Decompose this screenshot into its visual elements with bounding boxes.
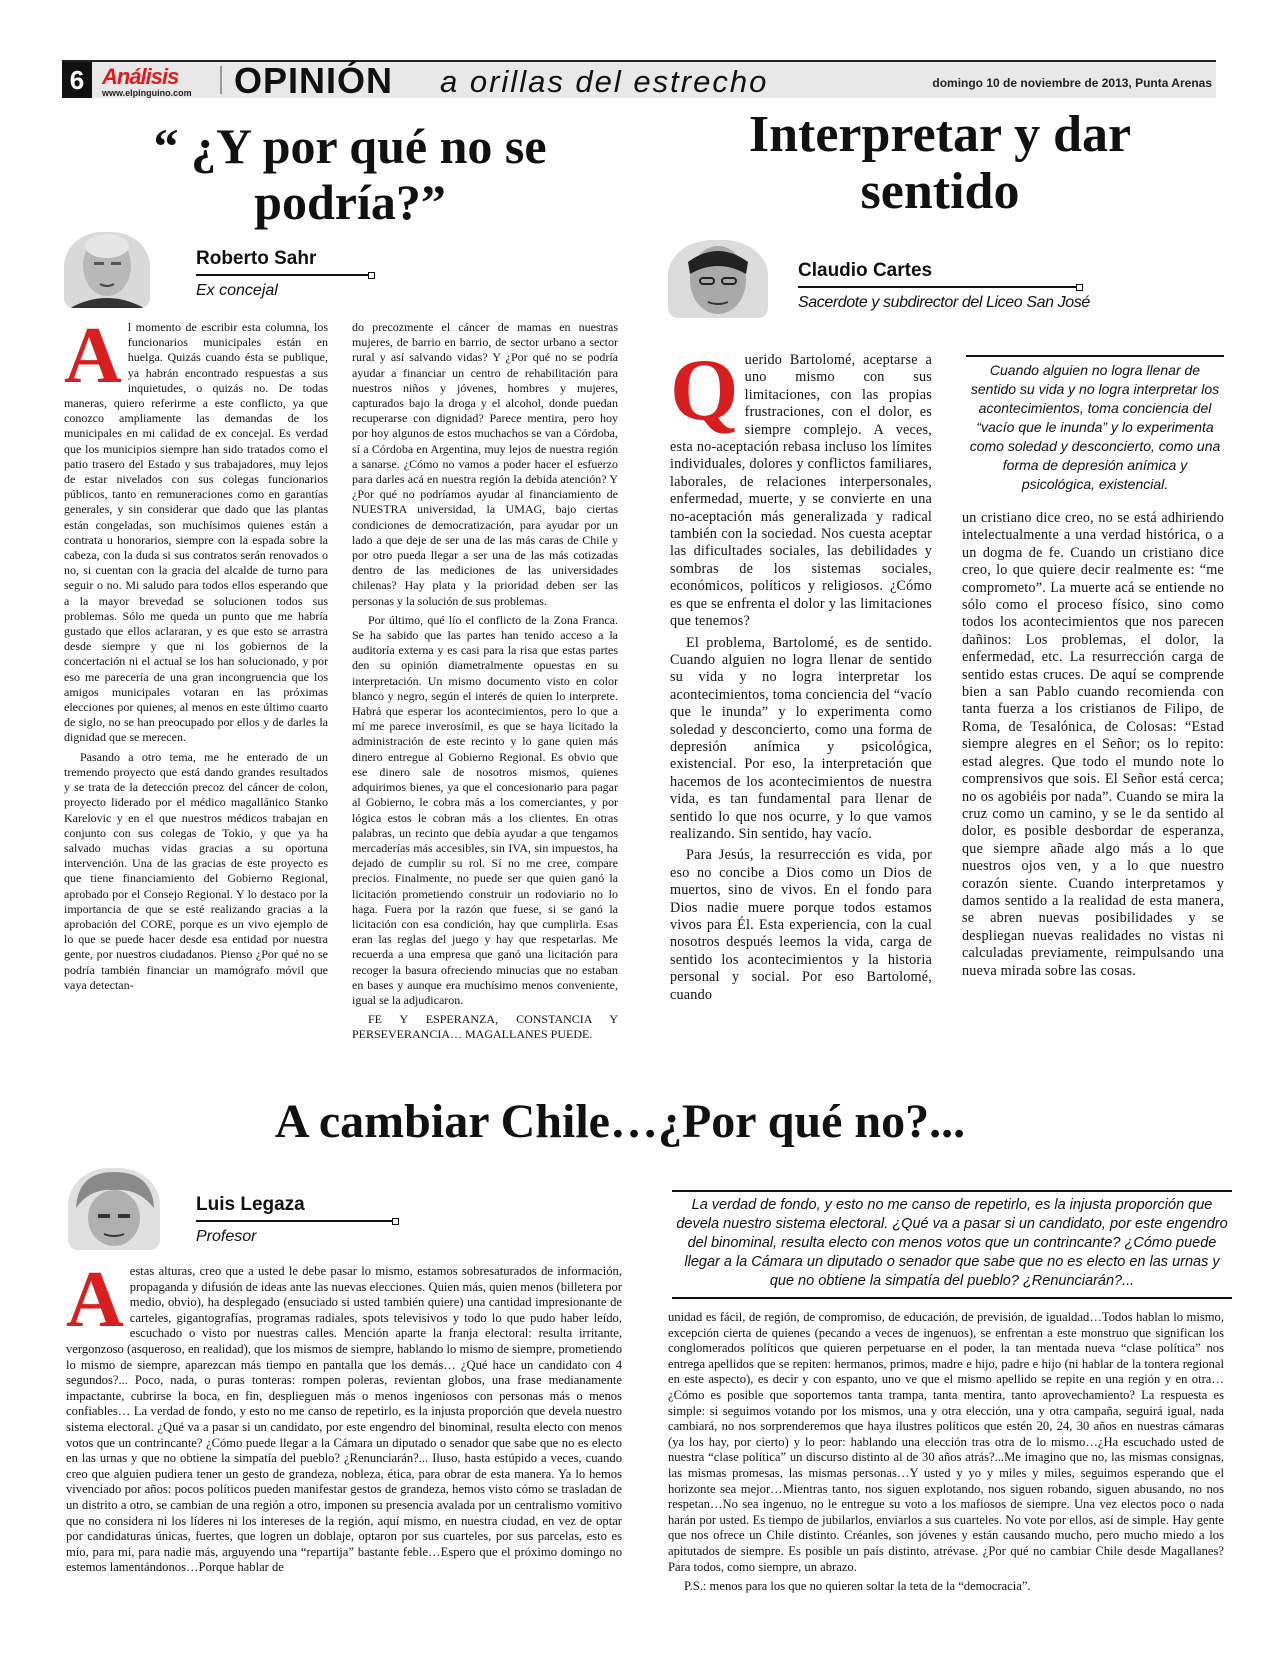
paragraph: El problema, Bartolomé, es de sentido. Cuando alguien no logra llenar de sentido su vida y no logra interpretar los acontecimientos, toma conciencia del “vacío que le inunda” y lo experimenta como soledad y desconcierto, como una forma de depresión anímica y psicológica, existencial. Por eso, la interpretación que hacemos de los acontecimientos de nuestra vida, es tan fundamental para llenar de sentido lo que nos ocurre, y lo que vamos realizando. Sin sentido, hay vacío. <box>670 634 932 842</box>
article2-column-1 <box>670 342 932 1008</box>
paragraph: unidad es fácil, de región, de compromiso, de educación, de previsión, de igualdad…Todos hablan lo mismo, excepción cierta de quienes (pecando a veces de ingenuos), se enfrentan a este monstruo que significan los conglomerados políticos que quieren perpetuarse en el poder, la tan mentada nueva “clase política” nos entrega apellidos que se repiten: hermanos, primos, madre e hijo, padre e hijo (ni hablar de la tontera regional en este aspecto), es decir y con espanto, uno ve que el mismo apellido se repite en una región y en otra…¿Cómo es posible que soportemos tanta trampa, tanta mentira, tanto aprovechamiento? La respuesta es simple: si seguimos votando por los mismos, una y otra elección, una y otra campaña, seguirá igual, nada cambiará, no nos sorprenderemos que haya ilustres políticos que estén 20, 24, 30 años en nuestras cámaras (ya los hay, por cierto) y lo peor: hablando una elección tras otra de lo mismo…¿Ha escuchado usted de nuestra “clase política” un discurso distinto al de 30 años atrás?...Me imagino que no, las mismas consignas, las mismas promesas, las mismas personas…Y usted y yo y miles y miles, seguimos esperando que el horizonte sea mejor…Mientras tanto, nos siguen explotando, nos siguen robando, siguen abusando, no nos respetan…No sea ingenuo, no le entregue su voto a los mafiosos de siempre. Una vez electos poco o nada harán por usted. Es tiempo de jubilarlos, enviarlos a sus cuarteles. No vote por ellos, así de simple. Hay gente que nos ofrece un Chile distinto. Créanles, son jóvenes y están causando mucho, pero mucho miedo a los apitutados de siempre. Es posible un país distinto, atrévase. ¿Por qué no cambiar Chile desde Magallanes? Para todos, como siempre, un abrazo. <box>668 1310 1224 1574</box>
author-photo-claudio-cartes <box>668 240 768 318</box>
article3-role: Profesor <box>196 1228 257 1245</box>
issue-date: domingo 10 de noviembre de 2013, Punta Arenas <box>932 76 1212 90</box>
portrait-image <box>68 1168 160 1250</box>
article1-column-1 <box>64 312 328 997</box>
article1-role: Ex concejal <box>196 282 278 299</box>
drop-cap: A <box>64 312 122 400</box>
paragraph: un cristiano dice creo, no se está adhiriendo intelectualmente a una verdad histórica, o a un dogma de fe. Cuando un cristiano dice creo, lo que quiere decir realmente es: “me comprometo”. La muerte acá se entiende no sólo como el proceso físico, sino como todos los acontecimientos que nos parecen dañinos: Los problemas, el dolor, la enfermedad, etc. La resurrección carga de sentido estas cruces. De aquí se comprende bien a san Pablo cuando recomienda con tanta fuerza a los cristianos de Filipo, de Roma, de Tesalónica, de Colosas: “Estad siempre alegres en el Señor; os lo repito: estad alegres. Que todo el mundo note lo comprensivos que sois. El Señor está cerca; no os agobiéis por nada”. Cuando se mira la cruz como un camino, y se le da sentido al dolor, es posible desbordar de esperanza, que siempre añade algo más a lo que nuestros ojos ven, y a lo que nuestro corazón siente. Cuando interpretamos y damos sentido a la realidad de esta manera, se abren nuevas posibilidades y se despliegan nuevas realidades no vistas ni calculadas previamente, reimpulsando una nueva mirada sobre las cosas. <box>962 510 1224 979</box>
article3-author: Luis Legaza <box>196 1194 305 1215</box>
closing-line: FE Y ESPERANZA, CONSTANCIA Y PERSEVERANCIA… MAGALLANES PUEDE. <box>352 1012 618 1042</box>
paragraph: Para Jesús, la resurrección es vida, por eso no concibe a Dios como un Dios de muertos, sino de vivos. En el fondo para Dios nadie muere porque todos estamos vivos para Él. Esta experiencia, con la cual nosotros después leemos la vida, carga de sentido los acontecimientos y la historia personal y social. Por eso Bartolomé, cuando <box>670 847 932 1003</box>
page-header <box>62 60 1216 101</box>
paragraph: do precozmente el cáncer de mamas en nuestras mujeres, de barrio en barrio, de sector urbano a sector rural y así salvando vidas? Y ¿Por qué no se podría ayudar a financiar un centro de rehabilitación para nuestros niños y jóvenes, hombres y mujeres, capturados bajo la droga y el alcohol, donde puedan recuperarse con dignidad? Parece mentira, pero hoy por hoy algunos de estos muchachos se van a Córdoba, sí a Córdoba en Argentina, muy lejos de nuestra región a sanarse. ¿Cómo no vamos a poder hacer el esfuerzo para darles acá en nuestra región la debida atención? Y ¿Por qué no podríamos ayudar al financiamiento de NUESTRA universidad, la UMAG, bajo ciertas condiciones de democratización, para ayudar por un lado a que deje de ser una de las más caras de Chile y por otro pueda llegar a ser una de las más cotizadas dentro de las mediciones de las universidades chilenas? Hay plata y la prioridad deben ser las personas y la solución de sus problemas. <box>352 320 618 608</box>
page-number: 6 <box>62 62 92 98</box>
article2-headline: Interpretar y dar sentido <box>748 106 1132 221</box>
paragraph: Pasando a otro tema, me he enterado de un tremendo proyecto que está dando grandes resultados y se trata de la detección precoz del cáncer de colon, proyecto liderado por el médico magallánico Stanko Karelovic y en el que nuestros médicos trabajan en conjunto con sus colegas de Tokio, y que ya ha salvado muchas vidas gracias a su oportuna intervención. Una de las gracias de este proyecto es que tiene financiamiento del Gobierno Regional, aprobado por el Consejo Regional. Y lo destaco por la importancia de que se esté realizando gracias a la aprobación del CORE, porque es un vivo ejemplo de lo que se puede hacer desde esa entidad por nuestra gente, por nuestros ciudadanos. Pienso ¿Por qué no se podría también financiar un mamógrafo móvil que vaya detectan- <box>64 749 328 992</box>
author-photo-roberto-sahr <box>64 232 150 308</box>
author-rule <box>196 274 372 276</box>
portrait-image <box>64 232 150 308</box>
article2-pull-quote: Cuando alguien no logra llenar de sentido su vida y no logra interpretar los acontecimientos, toma conciencia del “vacío que le inunda” y lo experimenta como soledad y desconcierto, como una forma de depresión anímica y psicológica, existencial. <box>966 355 1224 494</box>
portrait-image <box>668 240 768 318</box>
article1-headline: “ ¿Y por qué no se podría?” <box>153 118 547 230</box>
article3-headline: A cambiar Chile…¿Por qué no?... <box>274 1095 966 1148</box>
drop-cap: A <box>66 1256 124 1344</box>
paragraph: l momento de escribir esta columna, los funcionarios municipales están en huelga. Quizás cuando ésta se publique, ya habrán encontrado respuestas a sus inquietudes, o quizás no. De todas maneras, quiero referirme a este conflicto, ya que conozco ampliamente las demandas de los municipales en mi calidad de ex concejal. Es verdad que los municipios siempre han sido tratados como el patio trasero del Estado y sus trabajadores, muy lejos de estar nivelados con sus colegas funcionarios públicos, tanto en remuneraciones como en garantías generales, y sin considerar que dado que las plantas están congeladas, son muchísimos quienes están a contrata u honorarios, siempre con la espada sobre la cabeza, con la duda si sus contratos serán renovados o no, si cuentan con la gracia del alcalde de turno para seguir o no. Mi saludo para todos ellos esperando que a la mayor brevedad se solucionen todos sus problemas. Sólo me queda un punto que me habría gustado que ellos aclararan, y es que esto se arrastra desde siempre y que ni los gobiernos de la concertación ni el actual se los han solucionado, y por eso me parecería de una gran incongruencia que los amigos municipales votaran en las próximas elecciones por quienes, al menos en este último cuarto de siglo, no se han preocupado por ellos y de darles la dignidad que se merecen. <box>64 320 328 745</box>
article2-role: Sacerdote y subdirector del Liceo San José <box>798 294 1090 311</box>
article3-column-2 <box>668 1310 1224 1599</box>
article3-column-1 <box>66 1256 622 1580</box>
author-rule <box>196 1220 396 1222</box>
logo-url: www.elpinguino.com <box>102 88 192 98</box>
article1-column-2 <box>352 320 618 1047</box>
author-photo-luis-legaza <box>68 1168 160 1250</box>
paragraph: uerido Bartolomé, aceptarse a uno mismo con sus limitaciones, con las propias frustraciones, con el dolor, es siempre complejo. A veces, esta no-aceptación rebasa incluso los límites individuales, dolores y conflictos familiares, laborales, de relaciones interpersonales, enfermedad, muerte, y se convierte en una no-aceptación más generalizada y radical también con la sociedad. Nos cuesta aceptar las dificultades sociales, las debilidades y sombras de los sistemas sociales, económicos, políticos y religiosos. ¿Cómo es que se enfrenta el dolor y las limitaciones que tenemos? <box>670 352 932 630</box>
paragraph: estas alturas, creo que a usted le debe pasar lo mismo, estamos sobresaturados de información, propaganda y difusión de ideas ante las nuevas elecciones. Quien más, quien menos (billetera por medio, obvio), ha desplegado (ensuciado si usted también quiere) una cantidad impresionante de carteles, gigantografías, programas radiales, spots televisivos y todo lo que pudo haber leído, escuchado o visto por nuestras calles. Mención aparte la franja electoral: resulta irritante, vergonzoso (asqueroso, en realidad), que los mismos de siempre, hablando lo mismo de siempre, prometiendo lo mismo de siempre, aparezcan más tiempo en pantalla que los demás… ¿Qué hace un candidato con 4 segundos?... Poco, nada, o puras tonteras: rompen poleras, revientan globos, una frase medianamente impactante, cubrirse la boca, en fin, desplieguen más o menos ingeniosos con personas más o menos confiables… La verdad de fondo, y esto no me canso de repetirlo, es la injusta proporción que devela nuestro sistema electoral. ¿Qué va a pasar si un candidato, por este engendro del binominal, resulta electo con menos votos que un contrincante? ¿Cómo puede llegar a la Cámara un diputado o senador que sabe que no es electo en las urnas y que no obtiene la simpatía del pueblo? ¿Renunciarán?... Iluso, hasta estúpido a veces, cuando creo que alguien pudiera tener un gesto de grandeza, nobleza, ética, para obrar de esta manera. Ya lo hemos vivenciado por años: pocos políticos pueden manifestar gestos de grandeza, hemos visto cómo se trasladan de un distrito a otro, se cambian de una región a otro, imponen su presencia avalada por un centralismo vomitivo que no considera ni los líderes ni los intereses de la región, aquí mismo, en nuestra ciudad, en vez de optar por candidaturas únicas, fuertes, que logren un doblaje, optaron por sus cuarteles, por sus parcelas, esto es mío, para mi, para nadie más, arguyendo una “repartija” bastante feble…Espero que el próximo domingo no estemos lamentándonos…Porque hablar de <box>66 1264 622 1575</box>
article2-author: Claudio Cartes <box>798 260 933 281</box>
section-subtitle: a orillas del estrecho <box>440 64 769 99</box>
newspaper-logo: Análisis <box>102 64 179 89</box>
drop-cap: Q <box>670 342 739 439</box>
paragraph: Por último, qué lío el conflicto de la Zona Franca. Se ha sabido que las partes han tenido acceso a la auditoría externa y es casi para la risa que estas partes den su opinión diametralmente opuestas en su interpretación. Un mismo documento visto en color blanco y negro, según el interés de quien lo interprete. Habrá que esperar los acontecimientos, pero lo que a mí me parece inverosímil, es que se haya licitado la administración de este recinto y lo gane quien más dinero entregue al Gobierno Regional. Es obvio que ese dinero sale de nosotros mismos, quienes adquirimos bienes, ya que el concesionario para pagar al Gobierno, le cobra más a los comerciantes, y por lógica estos le cobran más a los clientes. En otras palabras, un recinto que debía ayudar a que tengamos mercaderías más accesibles, sin IVA, sin impuestos, ha dejado de cumplir su rol. Sí no me cree, compare precios. Finalmente, no puede ser que quien ganó la licitación prometiendo construir un rodoviario no lo haga. Fuera por la razón que fuese, si se ganó la licitación con esa condición, hay que cumplirla. Esas eran las reglas del juego y hay que respetarlas. Me recuerda a una empresa que ganó una licitación para recoger la basura ofreciendo minucias que no estaban en bases y aunque era muchísimo menos conveniente, igual se la adjudicaron. <box>352 612 618 1007</box>
section-title: OPINIÓN <box>234 60 394 101</box>
header-divider <box>220 66 222 94</box>
postscript: P.S.: menos para los que no quieren soltar la teta de la “democracia”. <box>684 1579 1031 1594</box>
article2-column-2 <box>962 510 1224 984</box>
article3-pull-quote: La verdad de fondo, y esto no me canso de repetirlo, es la injusta proporción que devela nuestro sistema electoral. ¿Qué va a pasar si un candidato, por este engendro del binominal, resulta electo con menos votos que un contrincante? ¿Cómo puede llegar a la Cámara un diputado o senador que sabe que no es electo en las urnas y que no obtiene la simpatía del pueblo? ¿Renunciarán?... <box>672 1190 1232 1299</box>
author-rule <box>798 286 1080 288</box>
article1-author: Roberto Sahr <box>196 248 317 269</box>
